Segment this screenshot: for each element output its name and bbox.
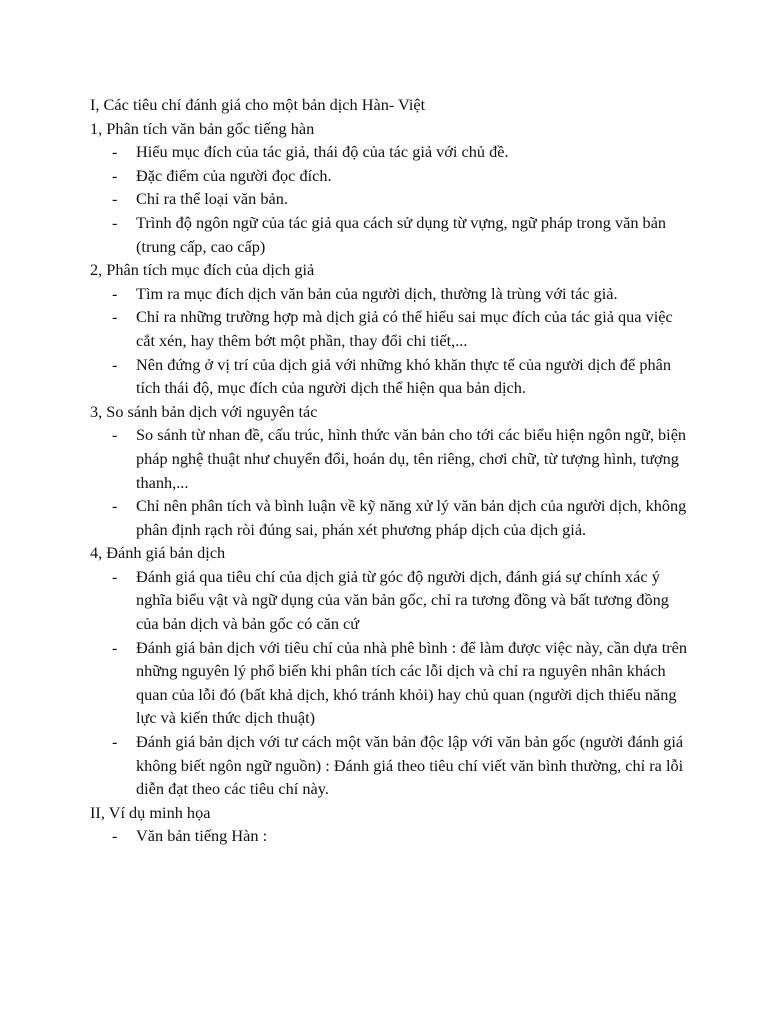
- bullet-list-evaluation: [90, 565, 690, 801]
- list-item-text: Chỉ nên phân tích và bình luận về kỹ năng xử lý văn bản dịch của người dịch, không phân định rạch ròi đúng sai, phán xét phương pháp dịch của dịch giả.: [136, 496, 687, 539]
- bullet-dash: -: [112, 566, 118, 586]
- list-item-text: Chỉ ra thể loại văn bản.: [136, 189, 288, 209]
- list-item: [90, 824, 690, 848]
- section-heading-translator-purpose: 2, Phân tích mục đích của dịch giả: [90, 260, 315, 280]
- list-item-text: Chỉ ra những trường hợp mà dịch giả có thể hiểu sai mục đích của tác giả qua việc cắt xén, hay thêm bớt một phần, thay đổi chi tiết,...: [136, 307, 673, 350]
- bullet-dash: -: [112, 189, 118, 209]
- bullet-dash: -: [112, 637, 118, 657]
- list-item: [90, 730, 690, 801]
- list-item: [90, 565, 690, 636]
- section-heading-source-analysis: 1, Phân tích văn bản gốc tiếng hàn: [90, 118, 315, 138]
- bullet-dash: -: [112, 212, 118, 232]
- list-item: [90, 187, 690, 211]
- list-item-text: Trình độ ngôn ngữ của tác giả qua cách sử dụng từ vựng, ngữ pháp trong văn bản (trung cấp, cao cấp): [136, 212, 667, 256]
- section-heading-comparison: 3, So sánh bản dịch với nguyên tác: [90, 401, 318, 421]
- section-heading-examples: II, Ví dụ minh họa: [90, 802, 211, 822]
- bullet-dash: -: [112, 826, 118, 846]
- bullet-dash: -: [112, 307, 118, 327]
- list-item-text: Hiểu mục đích của tác giả, thái độ của tác giả với chủ đề.: [136, 142, 509, 162]
- list-item-text: So sánh từ nhan đề, cấu trúc, hình thức văn bản cho tới các biểu hiện ngôn ngữ, biện pháp nghệ thuật như chuyển đổi, hoán dụ, tên riêng, chơi chữ, từ tượng hình, tượng thanh,...: [136, 425, 687, 492]
- list-item: [90, 636, 690, 730]
- list-item: [90, 423, 690, 494]
- list-item: [90, 140, 690, 164]
- list-item-text: Văn bản tiếng Hàn :: [136, 826, 268, 846]
- bullet-list-translator-purpose: [90, 282, 690, 400]
- bullet-list-examples: [90, 824, 690, 848]
- bullet-dash: -: [112, 425, 118, 445]
- bullet-dash: -: [112, 283, 118, 303]
- section-heading-criteria: I, Các tiêu chí đánh giá cho một bản dịch Hàn- Việt: [90, 95, 426, 114]
- bullet-dash: -: [112, 165, 118, 185]
- bullet-list-source-analysis: [90, 140, 690, 258]
- bullet-dash: -: [112, 496, 118, 516]
- list-item-text: Đánh giá bản dịch với tiêu chí của nhà phê bình : để làm được việc này, cần dựa trên những nguyên lý phổ biến khi phân tích các lỗi dịch và chỉ ra nguyên nhân khách quan của lỗi đó (bất khả dịch, khó tránh khỏi) hay chủ quan (người dịch thiếu năng lực và kiến thức dịch thuật): [136, 637, 688, 728]
- list-item: [90, 494, 690, 541]
- list-item-text: Tìm ra mục đích dịch văn bản của người dịch, thường là trùng với tác giả.: [136, 283, 618, 303]
- list-item-text: Đánh giá bản dịch với tư cách một văn bản độc lập với văn bản gốc (người đánh giá không biết ngôn ngữ nguồn) : Đánh giá theo tiêu chí viết văn bình thường, chỉ ra lỗi diễn đạt theo các tiêu chí này.: [136, 732, 684, 799]
- list-item: [90, 305, 690, 352]
- section-heading-evaluation: 4, Đánh giá bản dịch: [90, 543, 226, 563]
- list-item: [90, 353, 690, 400]
- bullet-list-comparison: [90, 423, 690, 541]
- list-item: [90, 211, 690, 258]
- list-item: [90, 282, 690, 306]
- list-item-text: Đánh giá qua tiêu chí của dịch giả từ góc độ người dịch, đánh giá sự chính xác ý nghĩa biểu vật và ngữ dụng của văn bản gốc, chỉ ra tương đồng và bất tương đồng của bản dịch và bản gốc có căn cứ: [136, 566, 669, 634]
- document-page: [90, 93, 690, 848]
- list-item-text: Nên đứng ở vị trí của dịch giả với những khó khăn thực tế của người dịch để phân tích thái độ, mục đích của người dịch thể hiện qua bản dịch.: [136, 354, 671, 398]
- bullet-dash: -: [112, 732, 118, 752]
- bullet-dash: -: [112, 354, 118, 374]
- list-item-text: Đặc điểm của người đọc đích.: [136, 165, 332, 185]
- list-item: [90, 164, 690, 188]
- bullet-dash: -: [112, 142, 118, 162]
